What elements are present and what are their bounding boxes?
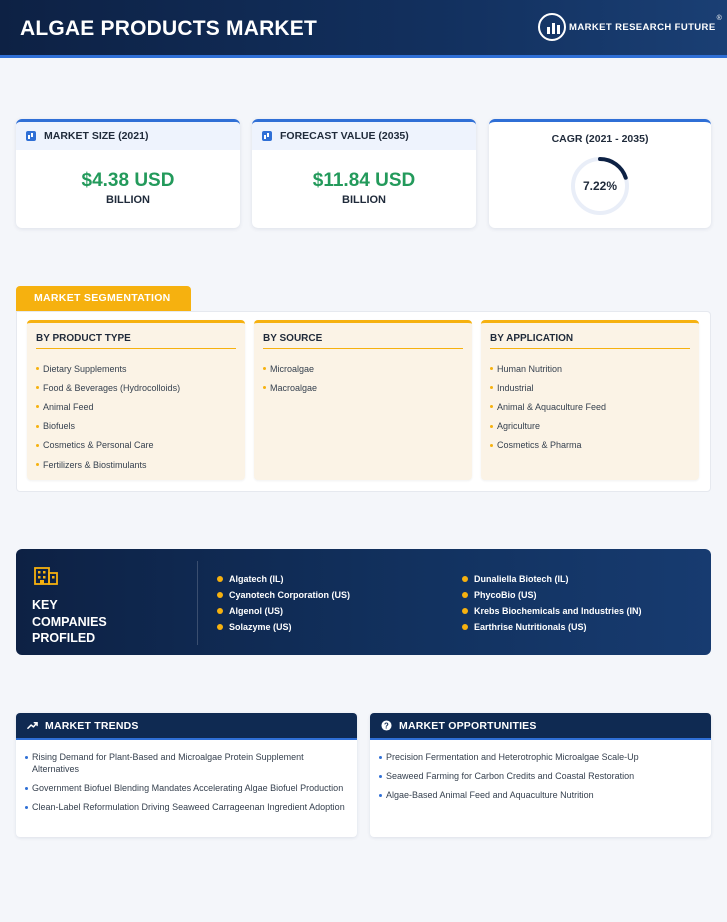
dot-icon xyxy=(217,624,223,630)
list-item xyxy=(462,571,642,587)
panel-header xyxy=(16,713,357,740)
key-companies-banner xyxy=(16,549,711,655)
segment-list xyxy=(36,359,236,474)
list-item xyxy=(490,359,690,378)
list-item xyxy=(36,417,236,436)
company-name: Earthrise Nutritionals (US) xyxy=(474,622,587,632)
segment-application xyxy=(481,320,699,480)
segment-list xyxy=(263,359,463,397)
list-item xyxy=(490,417,690,436)
list-item xyxy=(462,587,642,603)
list-item-label: Industrial xyxy=(497,382,534,393)
list-item xyxy=(490,378,690,397)
page-title: ALGAE PRODUCTS MARKET xyxy=(20,17,318,40)
dot-icon xyxy=(36,463,39,466)
kpi-unit: BILLION xyxy=(342,194,386,206)
list-item xyxy=(379,752,701,764)
dot-icon xyxy=(263,367,266,370)
segment-title: BY SOURCE xyxy=(263,333,463,349)
opportunity-text: Precision Fermentation and Heterotrophic Microalgae Scale-Up xyxy=(386,752,639,762)
kpi-label: MARKET SIZE (2021) xyxy=(44,130,149,142)
segment-title: BY PRODUCT TYPE xyxy=(36,333,236,349)
kpi-value: $11.84 USD xyxy=(312,170,416,191)
dot-icon xyxy=(36,386,39,389)
list-item xyxy=(36,378,236,397)
dot-icon xyxy=(217,592,223,598)
brand-logo[interactable] xyxy=(538,12,722,42)
cagr-ring xyxy=(569,155,631,217)
dot-icon xyxy=(462,576,468,582)
company-list-right xyxy=(462,571,642,635)
panel-title: MARKET TRENDS xyxy=(45,719,139,732)
market-trends-panel xyxy=(16,713,357,837)
dot-icon xyxy=(379,775,382,778)
dot-icon xyxy=(490,386,493,389)
dot-icon xyxy=(462,592,468,598)
kpi-cagr-card xyxy=(489,119,711,228)
list-item xyxy=(25,752,347,775)
company-name: Cyanotech Corporation (US) xyxy=(229,590,351,600)
trend-up-icon xyxy=(27,720,38,731)
dot-icon xyxy=(217,608,223,614)
dot-icon xyxy=(36,444,39,447)
dot-icon xyxy=(490,367,493,370)
kpi-value: $4.38 USD xyxy=(81,170,175,191)
bar-chart-icon xyxy=(26,131,36,141)
panel-title: MARKET OPPORTUNITIES xyxy=(399,719,537,732)
list-item xyxy=(217,619,350,635)
companies-label-line: PROFILED xyxy=(32,631,96,645)
list-item xyxy=(379,771,701,783)
page-header xyxy=(0,0,727,58)
dot-icon xyxy=(263,386,266,389)
list-item xyxy=(263,378,463,397)
dot-icon xyxy=(490,444,493,447)
dot-icon xyxy=(490,405,493,408)
list-item xyxy=(490,436,690,455)
list-item-label: Microalgae xyxy=(270,363,315,374)
company-list-left xyxy=(217,571,350,635)
list-item-label: Animal & Aquaculture Feed xyxy=(497,401,607,412)
svg-text:?: ? xyxy=(384,721,389,731)
list-item-label: Animal Feed xyxy=(43,401,94,412)
companies-label xyxy=(32,597,182,647)
dot-icon xyxy=(25,787,28,790)
dot-icon xyxy=(379,794,382,797)
company-name: PhycoBio (US) xyxy=(474,590,537,600)
company-name: Dunaliella Biotech (IL) xyxy=(474,574,569,584)
list-item xyxy=(36,359,236,378)
trends-list xyxy=(25,752,347,813)
company-name: Algenol (US) xyxy=(229,606,283,616)
banner-divider xyxy=(197,561,198,645)
list-item-label: Cosmetics & Pharma xyxy=(497,440,582,451)
opportunity-text: Algae-Based Animal Feed and Aquaculture Nutrition xyxy=(386,790,594,800)
list-item-label: Biofuels xyxy=(43,421,76,432)
dot-icon xyxy=(36,405,39,408)
list-item-label: Cosmetics & Personal Care xyxy=(43,440,154,451)
list-item-label: Human Nutrition xyxy=(497,363,563,374)
company-name: Krebs Biochemicals and Industries (IN) xyxy=(474,606,642,616)
market-opportunities-panel xyxy=(370,713,711,837)
trend-text: Clean-Label Reformulation Driving Seaweed Carrageenan Ingredient Adoption xyxy=(32,801,345,812)
list-item xyxy=(490,397,690,416)
list-item xyxy=(36,455,236,474)
trend-text: Rising Demand for Plant-Based and Microalgae Protein Supplement Alternatives xyxy=(32,752,304,774)
segment-title: BY APPLICATION xyxy=(490,333,690,349)
list-item xyxy=(217,587,350,603)
list-item xyxy=(263,359,463,378)
kpi-header xyxy=(16,122,240,150)
list-item xyxy=(217,571,350,587)
kpi-header xyxy=(252,122,476,150)
trend-text: Government Biofuel Blending Mandates Accelerating Algae Biofuel Production xyxy=(32,782,344,793)
kpi-label: FORECAST VALUE (2035) xyxy=(280,130,409,142)
segmentation-tab: MARKET SEGMENTATION xyxy=(16,286,191,311)
list-item xyxy=(379,790,701,802)
list-item-label: Dietary Supplements xyxy=(43,363,127,374)
dot-icon xyxy=(462,624,468,630)
list-item xyxy=(25,783,347,795)
dot-icon xyxy=(379,756,382,759)
logo-text: MARKET RESEARCH FUTURE xyxy=(569,21,716,33)
question-icon xyxy=(381,720,392,731)
dot-icon xyxy=(462,608,468,614)
list-item xyxy=(36,436,236,455)
registered-mark: ® xyxy=(716,14,722,22)
list-item-label: Food & Beverages (Hydrocolloids) xyxy=(43,382,181,393)
segment-list xyxy=(490,359,690,455)
segment-product-type xyxy=(27,320,245,480)
building-icon xyxy=(34,563,58,585)
companies-label-line: COMPANIES xyxy=(32,614,107,629)
list-item xyxy=(25,802,347,814)
list-item xyxy=(462,619,642,635)
companies-label-line: KEY xyxy=(32,598,58,612)
list-item-label: Fertilizers & Biostimulants xyxy=(43,459,147,470)
kpi-market-size-card xyxy=(16,119,240,228)
bar-chart-icon xyxy=(262,131,272,141)
logo-mark-icon xyxy=(538,13,566,41)
dot-icon xyxy=(490,425,493,428)
segment-source xyxy=(254,320,472,480)
kpi-forecast-card xyxy=(252,119,476,228)
dot-icon xyxy=(25,756,28,759)
list-item xyxy=(36,397,236,416)
kpi-label: CAGR (2021 - 2035) xyxy=(551,133,649,145)
kpi-unit: BILLION xyxy=(106,194,150,206)
panel-header xyxy=(370,713,711,740)
opportunity-text: Seaweed Farming for Carbon Credits and Coastal Restoration xyxy=(386,771,635,781)
cagr-value: 7.22% xyxy=(582,179,618,193)
dot-icon xyxy=(25,806,28,809)
dot-icon xyxy=(217,576,223,582)
dot-icon xyxy=(36,367,39,370)
opportunities-list xyxy=(379,752,701,802)
company-name: Algatech (IL) xyxy=(229,574,284,584)
list-item-label: Agriculture xyxy=(497,421,541,432)
company-name: Solazyme (US) xyxy=(229,622,292,632)
dot-icon xyxy=(36,425,39,428)
list-item xyxy=(217,603,350,619)
list-item-label: Macroalgae xyxy=(270,382,318,393)
list-item xyxy=(462,603,642,619)
